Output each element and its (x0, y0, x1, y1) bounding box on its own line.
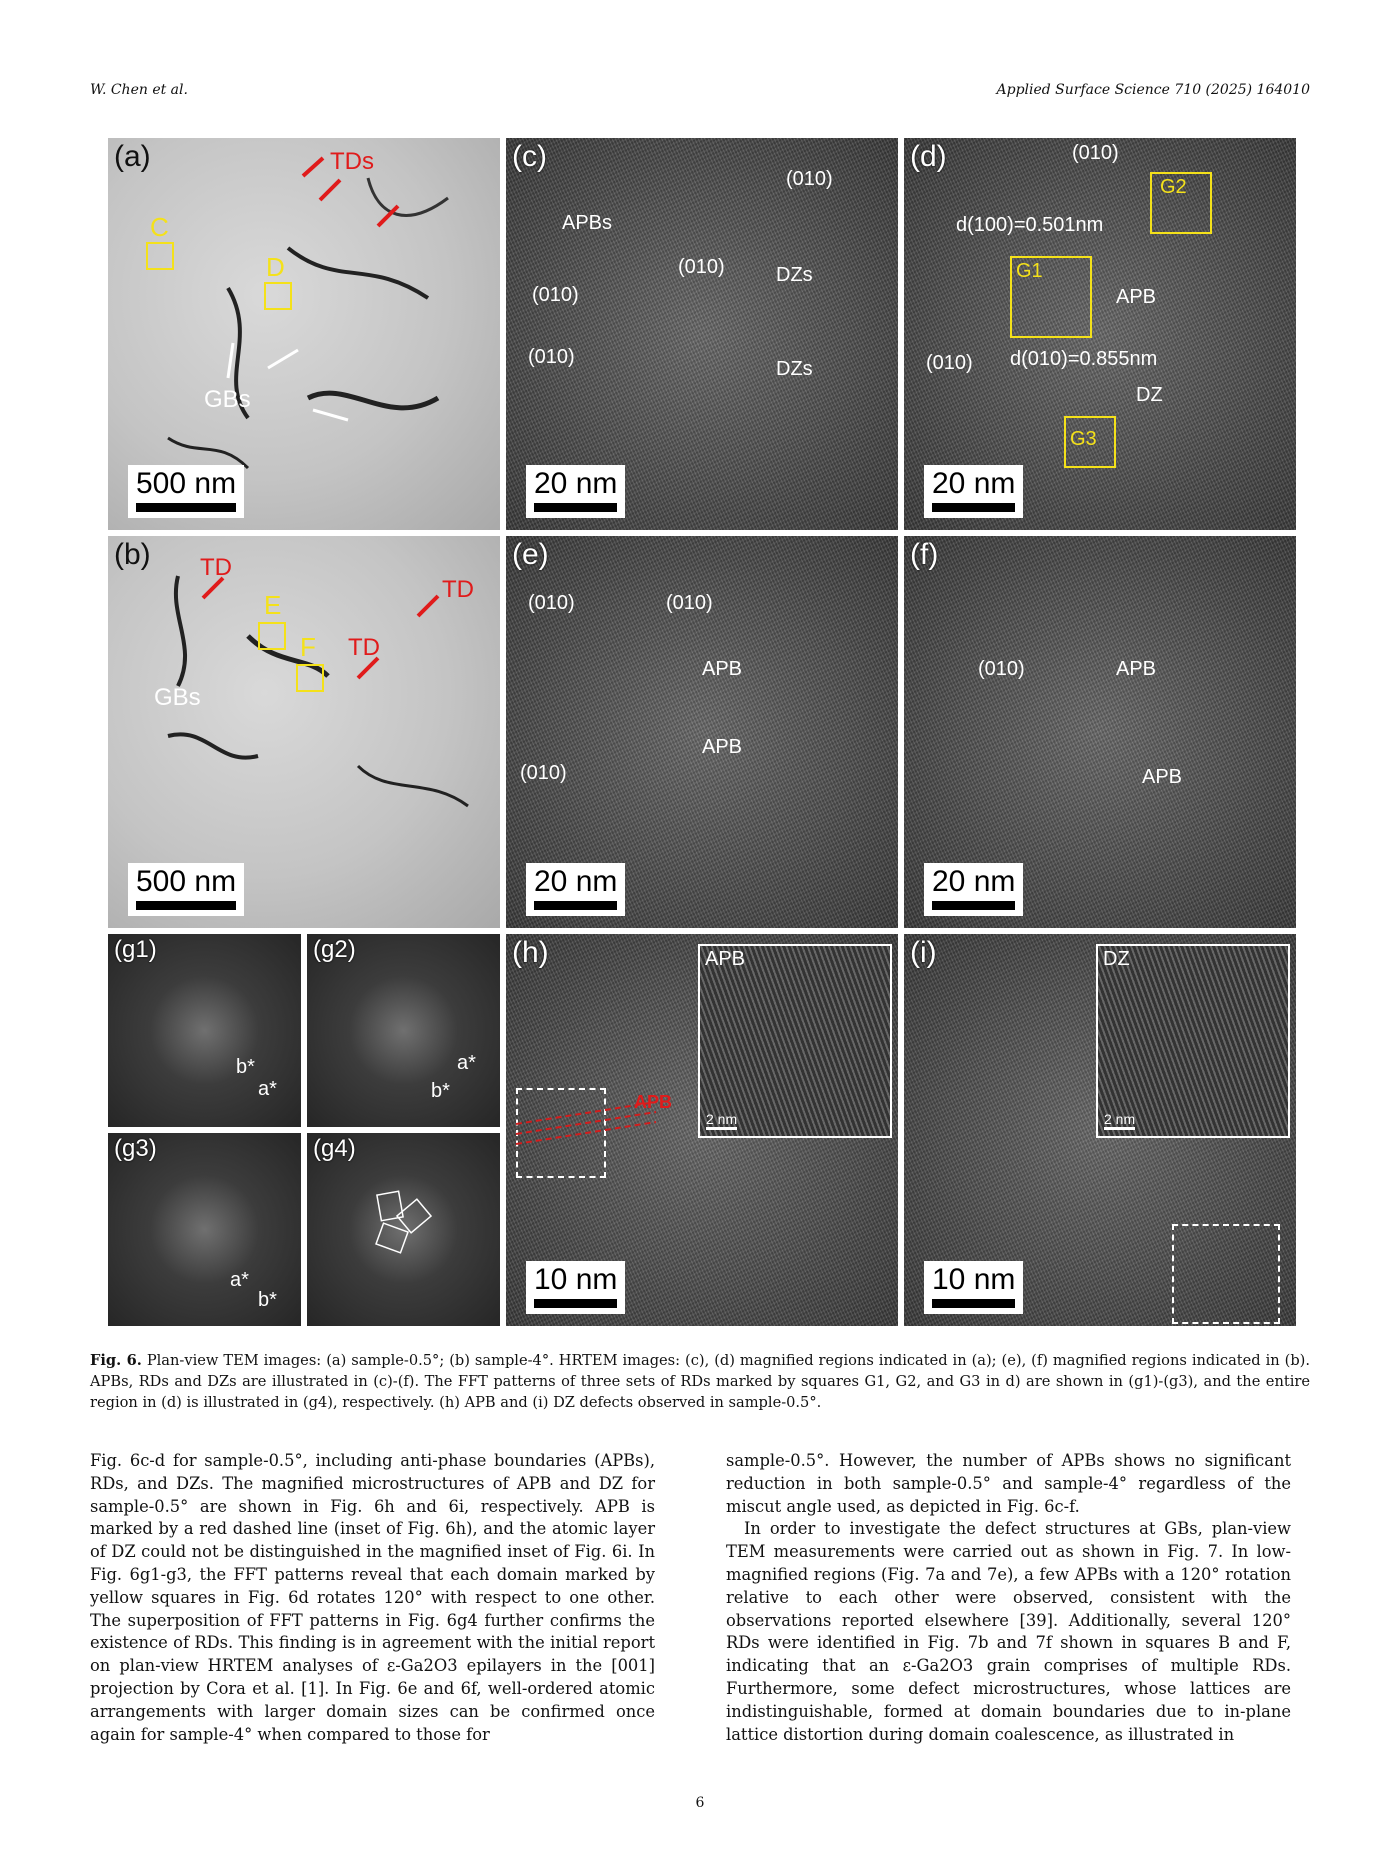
right-paragraph-1: sample-0.5°. However, the number of APBs shows no significant reduction in both sample-0.5° and sample-4° regardless of the miscut angle used, as depicted in Fig. 6c-f. (726, 1451, 1291, 1516)
inset-h-scale: 2 nm (706, 1111, 737, 1130)
apb-annotation-f2: APB (1142, 766, 1183, 788)
panel-b-label: (b) (114, 538, 151, 571)
scale-bar-f (924, 863, 1023, 916)
box-c (146, 242, 174, 270)
plane-010-f1: (010) (978, 658, 1025, 680)
scale-bar-a-label: 500 nm (136, 467, 237, 500)
apb-annotation-d: APB (1116, 286, 1157, 308)
apb-annotation-f1: APB (1116, 658, 1157, 680)
apb-annotation-e1: APB (702, 658, 743, 680)
zoom-region-i (1172, 1224, 1280, 1324)
plane-010-c3: (010) (532, 284, 579, 306)
body-column-left (90, 1450, 655, 1746)
panel-g3 (108, 1133, 301, 1326)
plane-010-d2: (010) (926, 352, 973, 374)
scale-bar-b-label: 500 nm (136, 865, 237, 898)
scale-bar-a (128, 465, 244, 518)
gbs-annotation: GBs (204, 386, 251, 413)
right-paragraph-2: In order to investigate the defect structures at GBs, plan-view TEM measurements were carried out as shown in Fig. 7. In low-magnified regions (Fig. 7a and 7e), a few APBs with a 120° rotation relative to each other were observed, consistent with the observations reported elsewhere [39]. Additionally, several 120° RDs were identified in Fig. 7b and 7f shown in squares B and F, indicating that an ε-Ga2O3 grain comprises of multiple RDs. Furthermore, some defect microstructures, whose lattices are indistinguishable, formed at domain boundaries due to in-plane lattice distortion during domain coalescence, as illustrated in (726, 1519, 1291, 1744)
apbs-annotation: APBs (562, 212, 613, 234)
gbs-annotation-b: GBs (154, 684, 201, 711)
figure-caption (90, 1350, 1310, 1413)
panel-e (506, 536, 898, 928)
scale-bar-i-label: 10 nm (932, 1263, 1016, 1296)
panel-g1 (108, 934, 301, 1127)
left-paragraph: Fig. 6c-d for sample-0.5°, including anti-phase boundaries (APBs), RDs, and DZs. The magnified microstructures of APB and DZ for sample-0.5° are shown in Fig. 6h and 6i, respectively. APB is marked by a red dashed line (inset of Fig. 6h), and the atomic layer of DZ could not be distinguished in the magnified inset of Fig. 6i. In Fig. 6g1-g3, the FFT patterns reveal that each domain marked by yellow squares in Fig. 6d rotates 120° with respect to one other. The superposition of FFT patterns in Fig. 6g4 further confirms the existence of RDs. This finding is in agreement with the initial report on plan-view HRTEM analyses of ε-Ga2O3 epilayers in the [001] projection by Cora et al. [1]. In Fig. 6e and 6f, well-ordered atomic arrangements with larger domain sizes can be confirmed once again for sample-4° when compared to those for (90, 1451, 655, 1744)
panel-c (506, 138, 898, 530)
scale-bar-f-label: 20 nm (932, 865, 1016, 898)
box-d-label: D (266, 252, 285, 282)
d100-spacing: d(100)=0.501nm (956, 214, 1104, 236)
apb-annotation-e2: APB (702, 736, 743, 758)
box-g2-label: G2 (1160, 176, 1187, 198)
panel-b (108, 536, 500, 928)
inset-h (698, 944, 892, 1138)
box-f-label: F (300, 632, 316, 662)
plane-010-d1: (010) (1072, 142, 1119, 164)
panel-h-label: (h) (512, 936, 549, 969)
panel-g1-label: (g1) (114, 936, 157, 963)
running-header-authors: W. Chen et al. (90, 82, 188, 98)
body-column-right (726, 1450, 1291, 1746)
g1-axis-a: a* (258, 1078, 277, 1100)
panel-d (904, 138, 1296, 530)
panel-g2-label: (g2) (313, 936, 356, 963)
box-e (258, 622, 286, 650)
panel-d-label: (d) (910, 140, 947, 173)
box-e-label: E (264, 590, 282, 620)
plane-010-c1: (010) (786, 168, 833, 190)
inset-i-scale: 2 nm (1104, 1111, 1135, 1130)
scale-bar-h-label: 10 nm (534, 1263, 618, 1296)
panel-h (506, 934, 898, 1326)
td-annotation-2: TD (442, 576, 474, 603)
td-annotation-3: TD (348, 634, 380, 661)
td-annotation-1: TD (200, 554, 232, 581)
scale-bar-c-label: 20 nm (534, 467, 618, 500)
inset-h-label: APB (705, 948, 746, 970)
panel-f (904, 536, 1296, 928)
box-f (296, 664, 324, 692)
g2-axis-b: b* (431, 1080, 450, 1102)
inset-i (1096, 944, 1290, 1138)
running-header-journal: Applied Surface Science 710 (2025) 164010 (996, 82, 1310, 98)
scale-bar-h (526, 1261, 625, 1314)
box-g1-label: G1 (1016, 260, 1043, 282)
fft-overlay-boxes (307, 1133, 500, 1326)
figure-6 (108, 138, 1296, 1328)
g3-axis-b: b* (258, 1289, 277, 1311)
dzs-annotation-1: DZs (776, 264, 813, 286)
scale-bar-i (924, 1261, 1023, 1314)
tds-annotation: TDs (330, 148, 374, 175)
plane-010-e2: (010) (666, 592, 713, 614)
panel-c-label: (c) (512, 140, 547, 173)
panel-g4 (307, 1133, 500, 1326)
scale-bar-e (526, 863, 625, 916)
apb-tag-h: APB (634, 1092, 673, 1112)
scale-bar-d (924, 465, 1023, 518)
caption-text: Plan-view TEM images: (a) sample-0.5°; (b) sample-4°. HRTEM images: (c), (d) magnified regions indicated in (a); (e), (f) magnified regions indicated in (b). APBs, RDs and DZs are illustrated in (c)-(f). The FFT patterns of three sets of RDs marked by squares G1, G2, and G3 in d) are shown in (g1)-(g3), and the entire region in (d) is illustrated in (g4), respectively. (h) APB and (i) DZ defects observed in sample-0.5°. (90, 1352, 1310, 1411)
scale-bar-d-label: 20 nm (932, 467, 1016, 500)
scale-bar-b (128, 863, 244, 916)
inset-i-label: DZ (1103, 948, 1130, 970)
panel-f-label: (f) (910, 538, 939, 571)
panel-a (108, 138, 500, 530)
g1-axis-b: b* (236, 1056, 255, 1078)
box-c-label: C (150, 212, 169, 242)
panel-g4-label: (g4) (313, 1135, 356, 1162)
plane-010-c4: (010) (528, 346, 575, 368)
box-d (264, 282, 292, 310)
box-g3-label: G3 (1070, 428, 1097, 450)
caption-label: Fig. 6. (90, 1352, 142, 1369)
plane-010-e3: (010) (520, 762, 567, 784)
page-number: 6 (695, 1795, 705, 1811)
plane-010-e1: (010) (528, 592, 575, 614)
scale-bar-c (526, 465, 625, 518)
g2-axis-a: a* (457, 1052, 476, 1074)
d010-spacing: d(010)=0.855nm (1010, 348, 1158, 370)
panel-g3-label: (g3) (114, 1135, 157, 1162)
plane-010-c2: (010) (678, 256, 725, 278)
dz-annotation-d: DZ (1136, 384, 1163, 406)
panel-g2 (307, 934, 500, 1127)
panel-e-label: (e) (512, 538, 549, 571)
scale-bar-e-label: 20 nm (534, 865, 618, 898)
panel-i-label: (i) (910, 936, 937, 969)
dzs-annotation-2: DZs (776, 358, 813, 380)
g3-axis-a: a* (230, 1269, 249, 1291)
panel-a-label: (a) (114, 140, 151, 173)
panel-i (904, 934, 1296, 1326)
